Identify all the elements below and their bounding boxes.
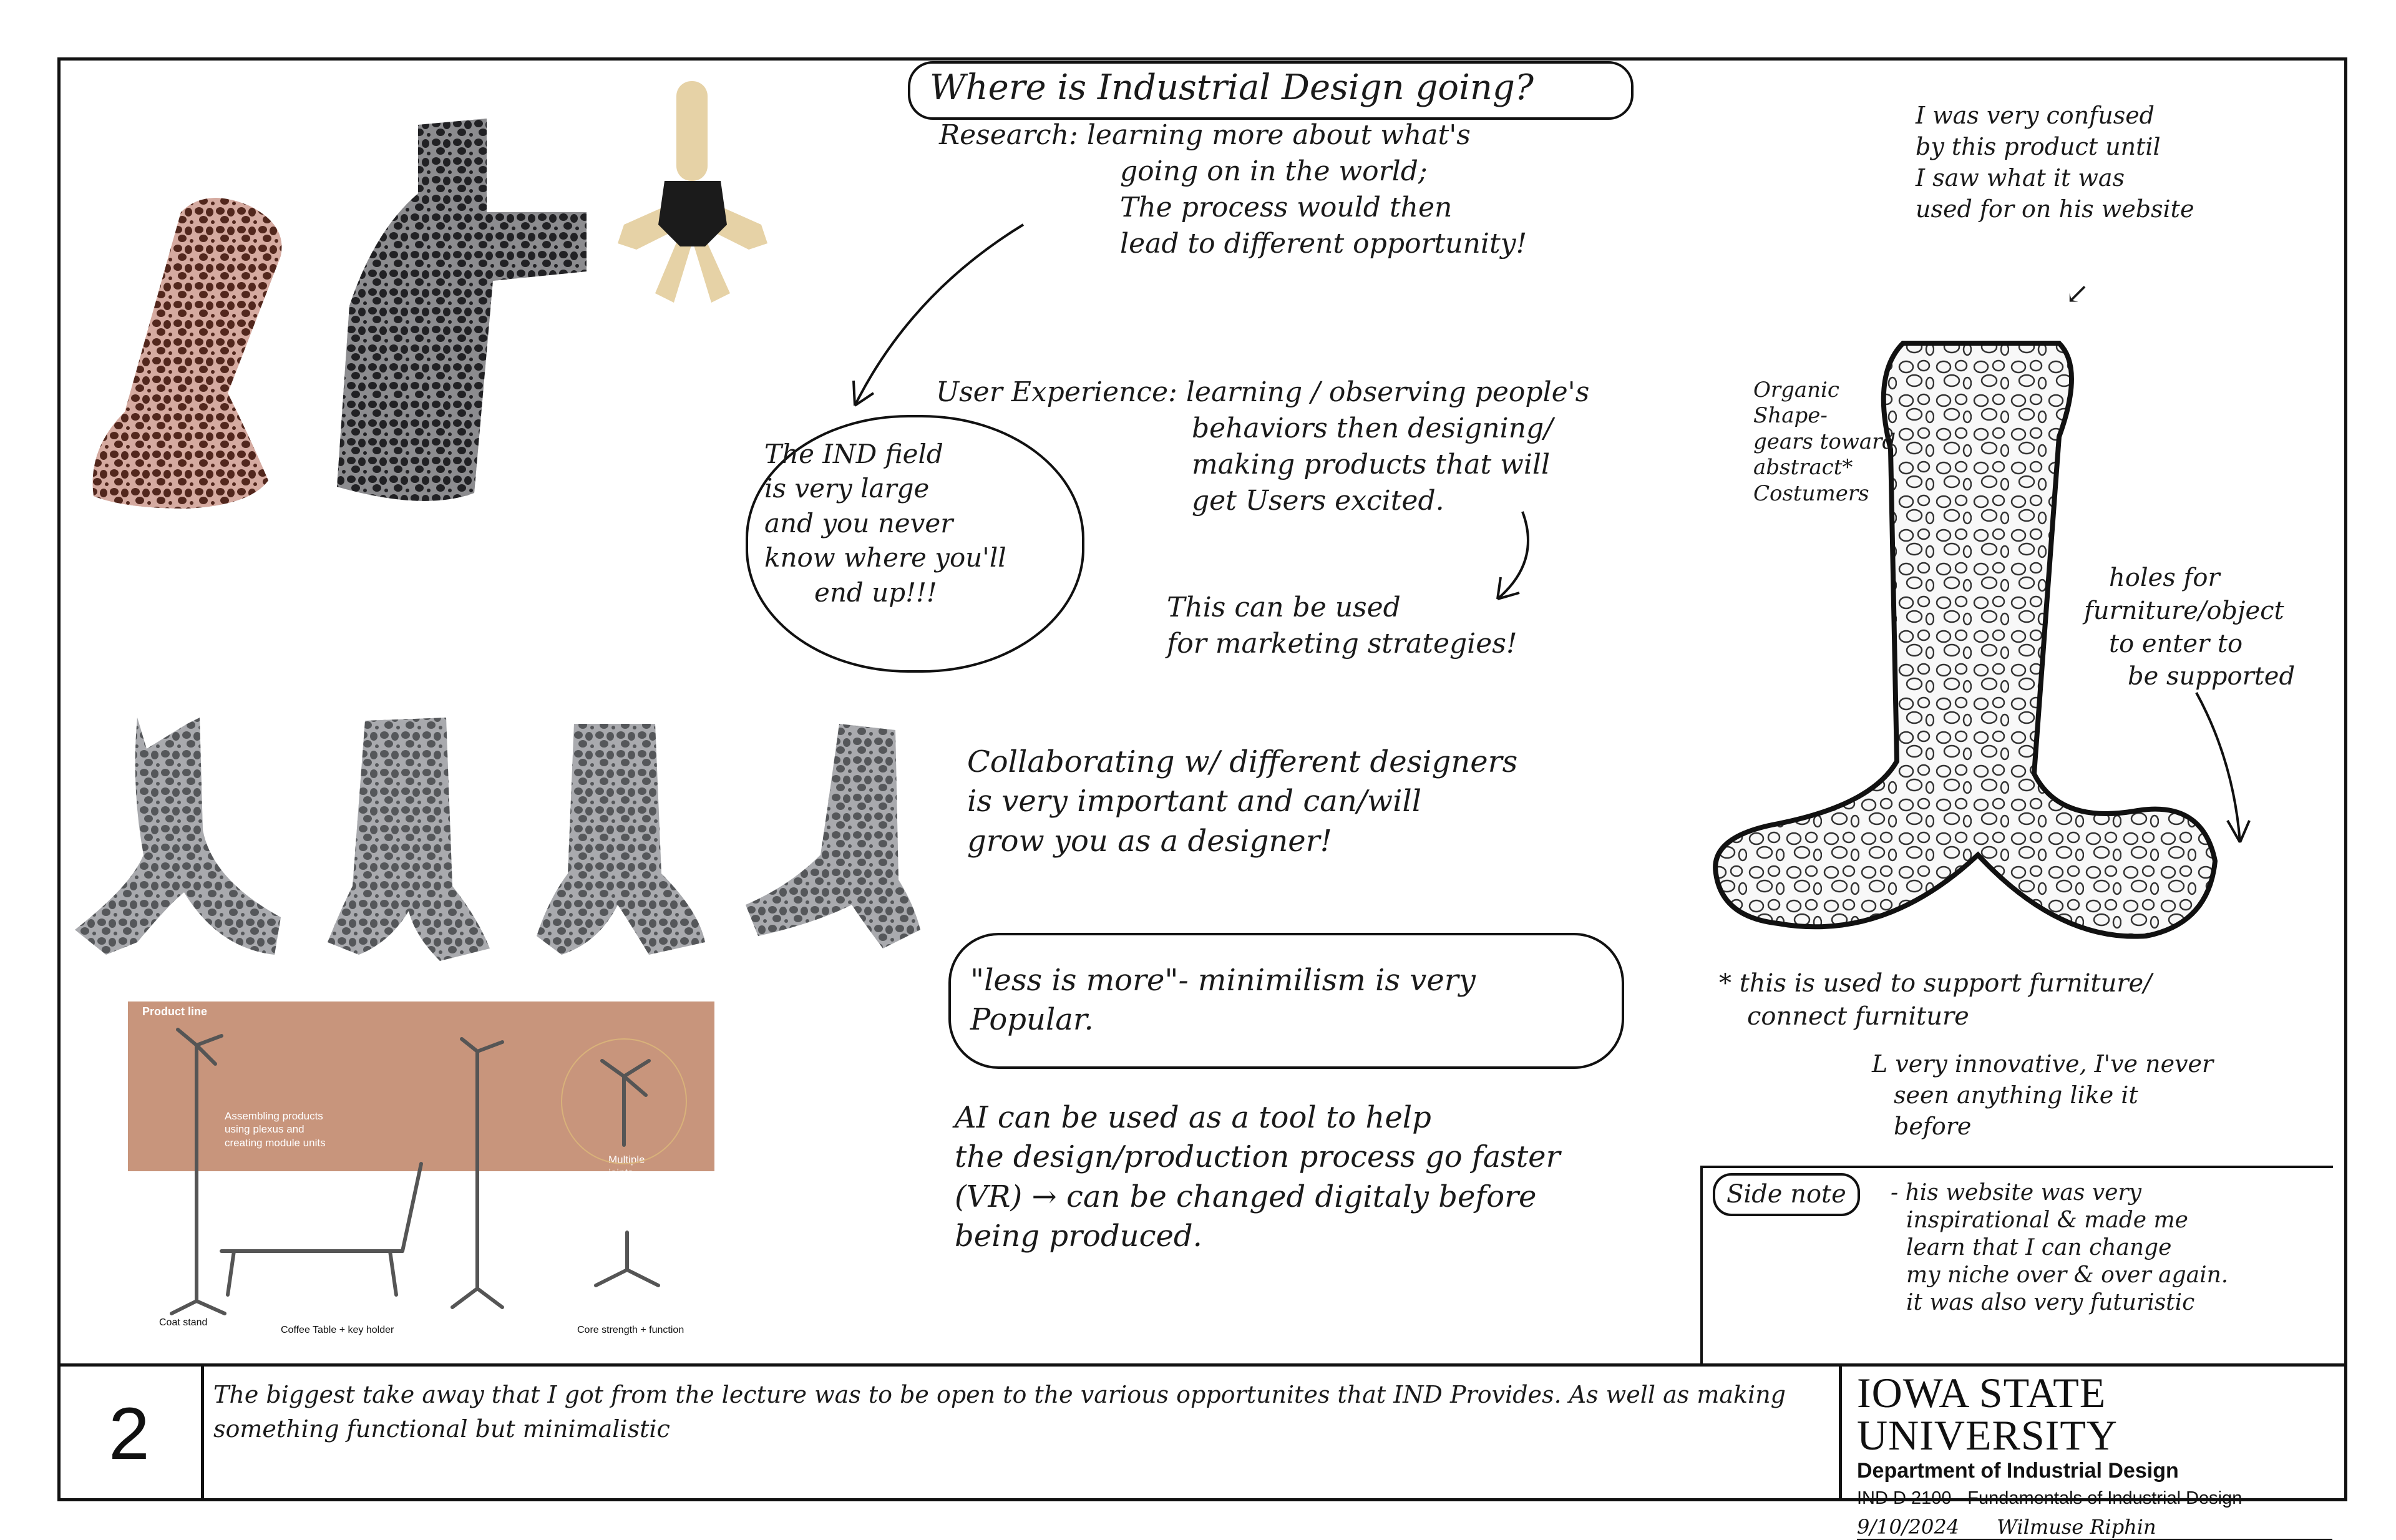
y-joint-image-1 [75, 711, 287, 961]
y-joint-image-3 [530, 711, 718, 961]
side-note-label-cloud [1713, 1173, 1860, 1216]
caption-coat-stand: Coat stand [159, 1317, 208, 1328]
confused-note: I was very confused by this product until I saw what it was used for on his website [1916, 102, 2194, 223]
student-name: Wilmuse Riphin [1997, 1515, 2156, 1539]
product-board-multiple: Multiple joints [608, 1154, 645, 1179]
innovative-note: L very innovative, I've never seen anything like it before [1872, 1050, 2214, 1141]
copper-lattice-image [87, 187, 300, 512]
date-name-line [1857, 1515, 2332, 1540]
footer-row [57, 1363, 2347, 1539]
department-name: Department of Industrial Design [1857, 1459, 2179, 1483]
organic-note: Organic Shape- gears toward abstract* Costumers [1753, 378, 1896, 506]
course-name: IND D 2100 - Fundamentals of Industrial Design [1857, 1488, 2243, 1508]
dark-lattice-image [324, 119, 593, 512]
product-board-header: Product line [142, 1005, 208, 1018]
ai-note: AI can be used as a tool to help the design/production process go faster (VR) → can be changed digitaly before being produced. [955, 1100, 1561, 1254]
caption-coffee-table: Coffee Table + key holder [281, 1325, 394, 1335]
date-field: 9/10/2024 [1857, 1515, 1960, 1539]
side-note-text: - his website was very inspirational & made me learn that I can change my niche over & over again. it was also very futuristic [1891, 1180, 2229, 1315]
y-joint-image-2 [315, 711, 502, 961]
holes-note: holes for furniture/object to enter to be supported [2084, 563, 2296, 691]
research-note: Research: learning more about what's going on in the world; The process would then lead to different opportunity! [939, 119, 1527, 260]
product-line-sticks [128, 1001, 714, 1338]
heading-text: Where is Industrial Design going? [930, 67, 1534, 108]
y-joint-image-4 [746, 718, 933, 955]
wood-joint-image [611, 75, 774, 312]
university-name: IOWA STATE UNIVERSITY [1857, 1369, 2118, 1459]
arrow-to-holes [2184, 686, 2252, 849]
support-note: * this is used to support furniture/ connect furniture [1719, 969, 2152, 1031]
page-number: 2 [57, 1367, 204, 1501]
collaboration-note: Collaborating w/ different designers is very important and can/will grow you as a designer! [967, 744, 1518, 859]
summary-text: The biggest take away that I got from the lecture was to be open to the various opportunites that IND Provides. As well as making something functional but minimalistic [213, 1381, 1786, 1443]
down-arrow-mark: ↙ [2065, 276, 2090, 310]
product-board-assembling: Assembling products using plexus and creating module units [225, 1110, 326, 1149]
user-experience-note: User Experience: learning / observing people's behaviors then designing/ making products that will get Users excited. [936, 376, 1590, 517]
caption-core-strength: Core strength + function [577, 1325, 684, 1335]
minimalism-note: "less is more"- minimilism is very Popular. [970, 963, 1476, 1038]
marketing-note: This can be used for marketing strategies! [1167, 592, 1517, 660]
side-note-label: Side note [1726, 1180, 1846, 1209]
title-block [1839, 1367, 2347, 1539]
cloud-ind-text: The IND field is very large and you never know where you'll end up!!! [764, 439, 1006, 608]
